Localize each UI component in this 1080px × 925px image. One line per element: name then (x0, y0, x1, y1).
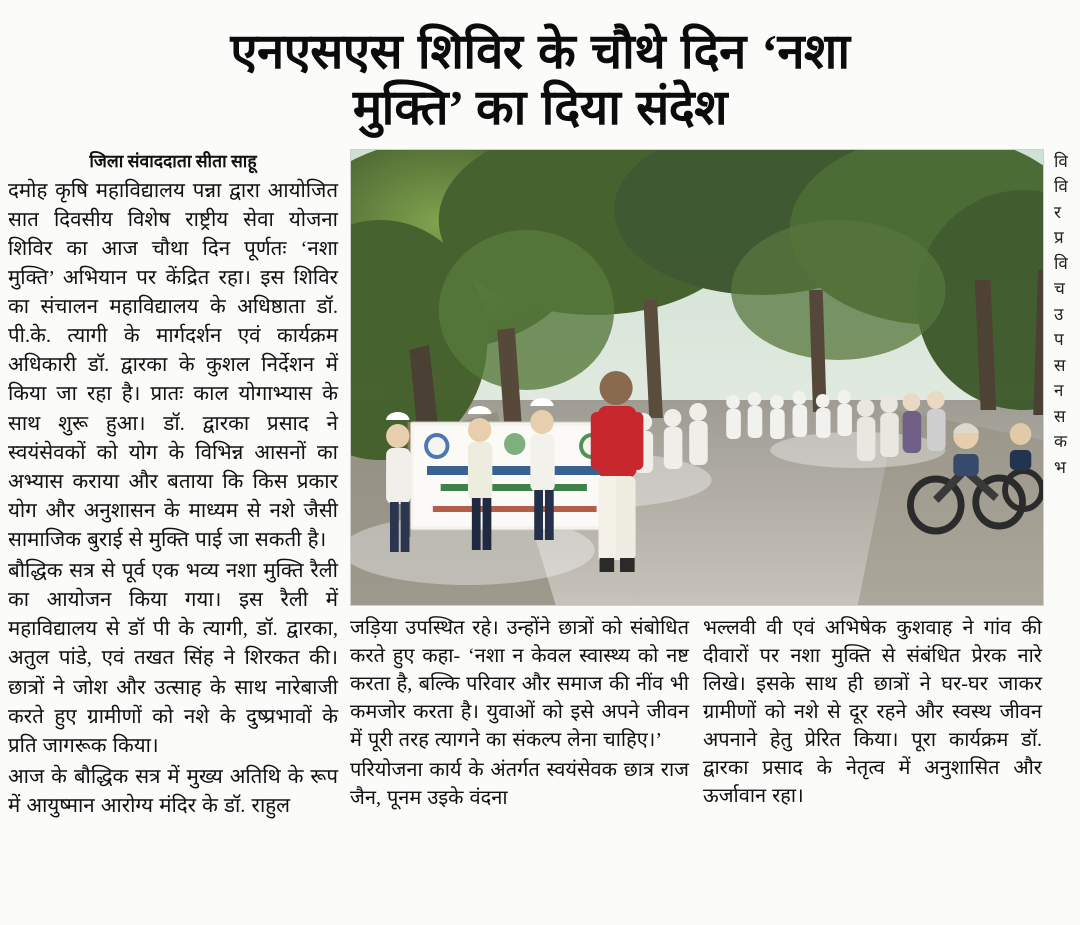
lower-column-right (703, 614, 1042, 812)
right-clipped-column (1054, 149, 1072, 821)
clipped-text: वि वि र प्र वि च उ प स न स क भ (1054, 151, 1068, 477)
lower-columns (350, 614, 1042, 812)
lower-column-middle (350, 614, 689, 812)
paragraph: जड़िया उपस्थित रहे। उन्होंने छात्रों को संबोधित करते हुए कहा- ‘नशा न केवल स्वास्थ्य को नष्ट करता है, बल्कि परिवार और समाज की नींव भी कमजोर करता है। युवाओं को इसे अपने जीवन में पूरी तरह त्यागने का संकल्प लेना चाहिए।’ (350, 616, 689, 751)
paragraph: परियोजना कार्य के अंतर्गत स्वयंसेवक छात्र राज जैन, पूनम उइके वंदना (350, 758, 689, 809)
paragraph: आज के बौद्धिक सत्र में मुख्य अतिथि के रूप में आयुष्मान आरोग्य मंदिर के डॉ. राहुल (8, 765, 338, 817)
rally-photograph (351, 150, 1043, 605)
paragraph: दमोह कृषि महाविद्यालय पन्ना द्वारा आयोजित सात दिवसीय विशेष राष्ट्रीय सेवा योजना शिविर का आज चौथा दिन पूर्णतः ‘नशा मुक्ति’ अभियान पर केंद्रित रहा। इस शिविर का संचालन महाविद्यालय के अधिष्ठाता डॉ. पी.के. त्यागी के मार्गदर्शन एवं कार्यक्रम अधिकारी डॉ. द्वारका के कुशल निर्देशन में किया जा रहा है। प्रातः काल योगाभ्यास के साथ शुरू हुआ। डॉ. द्वारका प्रसाद ने स्वयंसेवकों को योग के विभिन्न आसनों का अभ्यास कराया और बताया कि किस प्रकार योग और अनुशासन के माध्यम से नशे जैसी सामाजिक बुराई से मुक्ति पाई जा सकती है। (8, 179, 338, 551)
paragraph: भल्लवी वी एवं अभिषेक कुशवाह ने गांव की दीवारों पर नशा मुक्ति से संबंधित प्रेरक नारे लिखे। इसके साथ ही छात्रों ने घर-घर जाकर ग्रामीणों को नशे से दूर रहने और स्वस्थ जीवन अपनाने हेतु प्रेरित किया। पूरा कार्यक्रम डॉ. द्वारका प्रसाद के नेतृत्व में अनुशासित और ऊर्जावान रहा। (703, 616, 1042, 807)
headline-line-2: मुक्ति’ का दिया संदेश (352, 80, 728, 136)
article-photo (350, 149, 1044, 606)
byline: जिला संवाददाता सीता साहू (89, 150, 257, 171)
paragraph: बौद्धिक सत्र से पूर्व एक भव्य नशा मुक्ति रैली का आयोजन किया गया। इस रैली में महाविद्यालय से डॉ पी के त्यागी, डॉ. द्वारका, अतुल पांडे, एवं तखत सिंह ने शिरकत की। छात्रों ने जोश और उत्साह के साथ नारेबाजी करते हुए ग्रामीणों को नशे के दुष्प्रभावों के प्रति जागरूक किया। (8, 560, 338, 757)
page-title (8, 10, 1072, 143)
left-column (8, 149, 338, 821)
rally-banner (408, 422, 621, 537)
center-column (350, 149, 1042, 821)
article-body (8, 143, 1072, 821)
headline-line-1: एनएसएस शिविर के चौथे दिन ‘नशा (230, 24, 850, 79)
